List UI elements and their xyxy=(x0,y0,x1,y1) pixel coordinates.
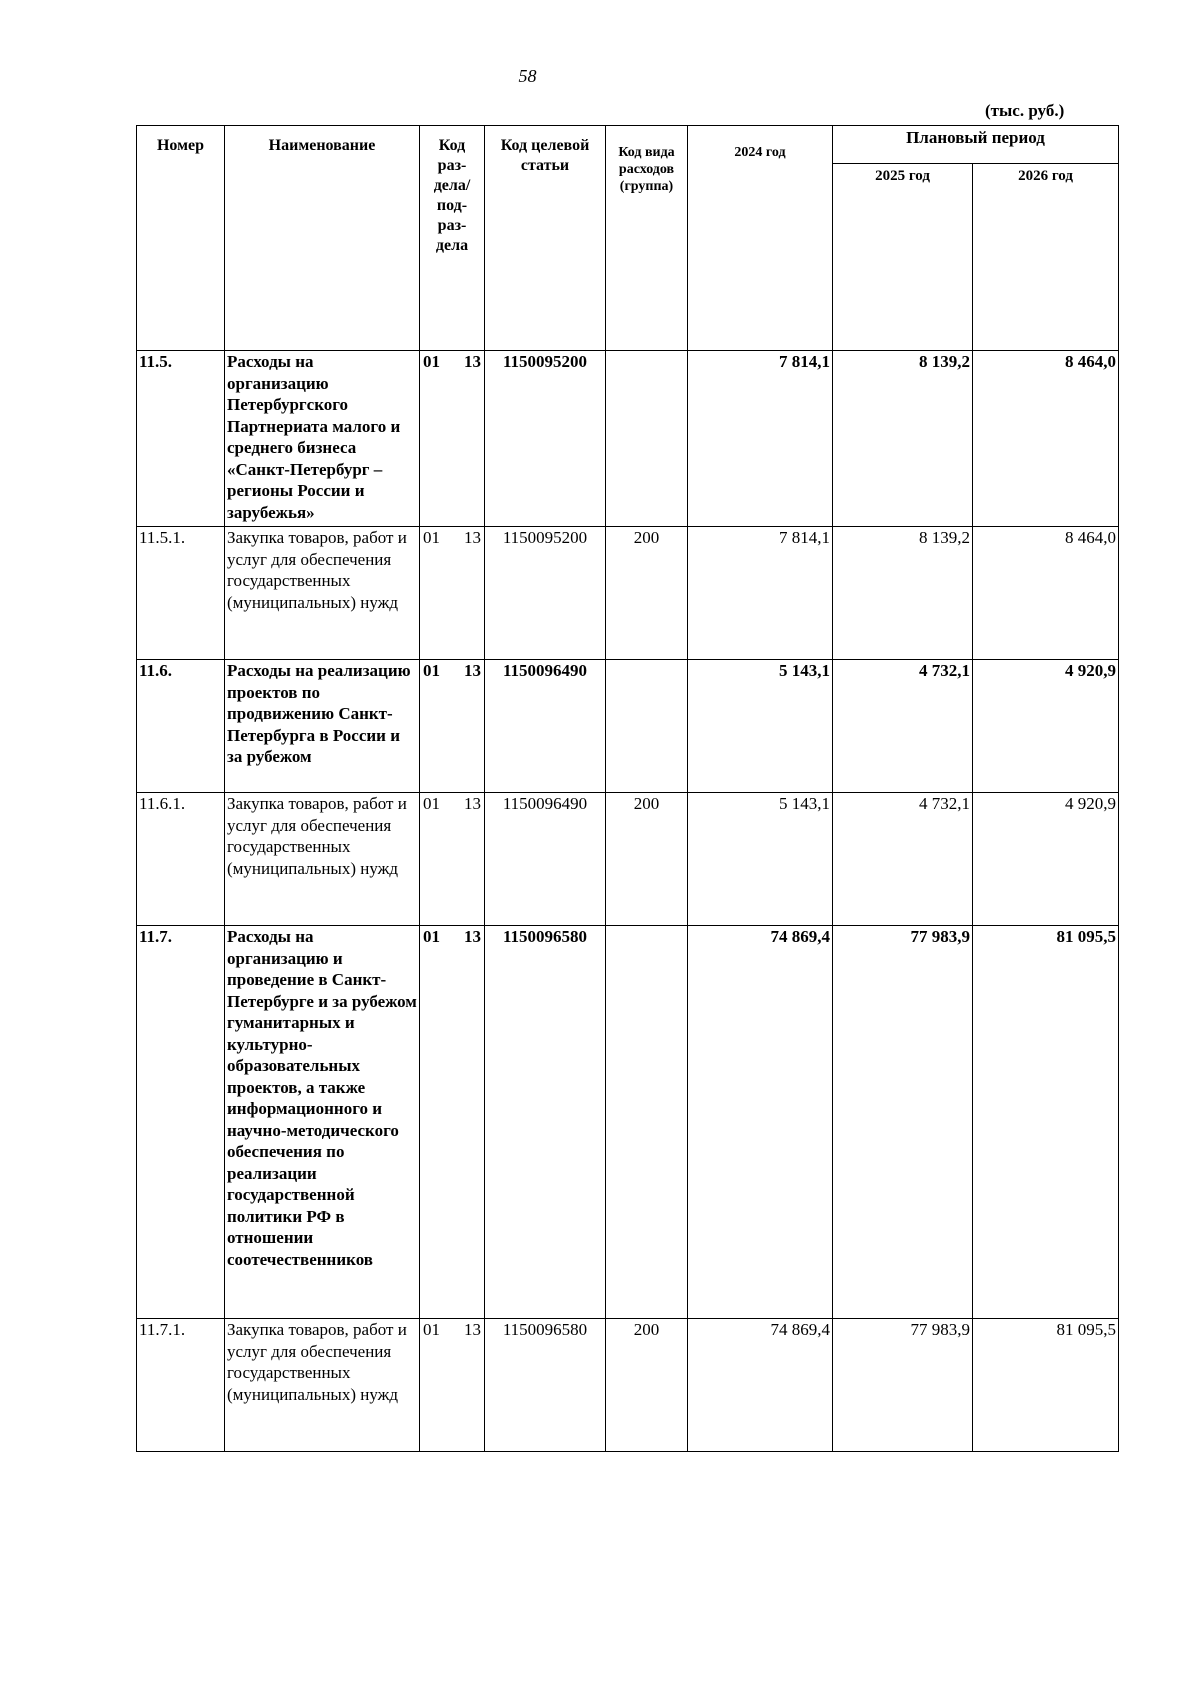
row-section-code xyxy=(420,1319,485,1452)
section-code: 01 xyxy=(423,927,440,946)
row-number: 11.7. xyxy=(137,926,225,1319)
table-body xyxy=(137,351,1119,1452)
row-value-2026: 8 464,0 xyxy=(973,351,1119,527)
row-name: Расходы на реализацию проектов по продвижению Санкт-Петербурга в России и за рубежом xyxy=(225,660,420,793)
row-value-2026: 4 920,9 xyxy=(973,793,1119,926)
table-row xyxy=(137,1319,1119,1452)
row-value-2024: 7 814,1 xyxy=(688,527,833,660)
table-row xyxy=(137,660,1119,793)
header-section-code: Код раз-дела/ под-раз-дела xyxy=(420,126,485,351)
page-number: 58 xyxy=(518,66,537,86)
row-number: 11.5. xyxy=(137,351,225,527)
row-value-2025: 77 983,9 xyxy=(833,1319,973,1452)
row-section-code xyxy=(420,351,485,527)
header-year-2024: 2024 год xyxy=(688,126,833,351)
subsection-code: 13 xyxy=(464,352,481,371)
section-code: 01 xyxy=(423,528,440,547)
row-section-code xyxy=(420,926,485,1319)
row-value-2026: 81 095,5 xyxy=(973,926,1119,1319)
section-code: 01 xyxy=(423,661,440,680)
row-target-code: 1150095200 xyxy=(485,527,606,660)
subsection-code: 13 xyxy=(464,1320,481,1339)
row-section-code xyxy=(420,793,485,926)
header-year-2026: 2026 год xyxy=(973,164,1119,351)
row-value-2026: 8 464,0 xyxy=(973,527,1119,660)
header-target-code: Код целевой статьи xyxy=(485,126,606,351)
row-number: 11.6.1. xyxy=(137,793,225,926)
header-year-2025: 2025 год xyxy=(833,164,973,351)
section-code: 01 xyxy=(423,794,440,813)
row-expense-type: 200 xyxy=(606,1319,688,1452)
row-target-code: 1150096580 xyxy=(485,1319,606,1452)
row-name: Расходы на организацию и проведение в Санкт-Петербурге и за рубежом гуманитарных и культурно-образовательных проектов, а также информационного и научно-методического обеспечения по реализации государственной политики РФ в отношении соотечественников xyxy=(225,926,420,1319)
row-expense-type xyxy=(606,351,688,527)
row-value-2025: 8 139,2 xyxy=(833,351,973,527)
header-number: Номер xyxy=(137,126,225,351)
row-value-2024: 5 143,1 xyxy=(688,660,833,793)
header-name: Наименование xyxy=(225,126,420,351)
row-value-2024: 74 869,4 xyxy=(688,926,833,1319)
row-section-code xyxy=(420,527,485,660)
table-row xyxy=(137,926,1119,1319)
row-number: 11.5.1. xyxy=(137,527,225,660)
subsection-code: 13 xyxy=(464,528,481,547)
section-code: 01 xyxy=(423,1320,440,1339)
row-name: Закупка товаров, работ и услуг для обеспечения государственных (муниципальных) нужд xyxy=(225,1319,420,1452)
row-expense-type: 200 xyxy=(606,527,688,660)
header-plan-period: Плановый период xyxy=(833,126,1119,164)
row-target-code: 1150096580 xyxy=(485,926,606,1319)
table-header xyxy=(137,126,1119,351)
row-expense-type xyxy=(606,660,688,793)
header-expense-type: Код вида расходов (группа) xyxy=(606,126,688,351)
row-value-2025: 8 139,2 xyxy=(833,527,973,660)
row-target-code: 1150095200 xyxy=(485,351,606,527)
subsection-code: 13 xyxy=(464,927,481,946)
row-value-2025: 77 983,9 xyxy=(833,926,973,1319)
row-name: Закупка товаров, работ и услуг для обеспечения государственных (муниципальных) нужд xyxy=(225,527,420,660)
row-value-2026: 4 920,9 xyxy=(973,660,1119,793)
subsection-code: 13 xyxy=(464,661,481,680)
row-value-2026: 81 095,5 xyxy=(973,1319,1119,1452)
row-name: Закупка товаров, работ и услуг для обеспечения государственных (муниципальных) нужд xyxy=(225,793,420,926)
section-code: 01 xyxy=(423,352,440,371)
row-value-2024: 5 143,1 xyxy=(688,793,833,926)
row-expense-type xyxy=(606,926,688,1319)
row-expense-type: 200 xyxy=(606,793,688,926)
row-value-2024: 7 814,1 xyxy=(688,351,833,527)
row-target-code: 1150096490 xyxy=(485,793,606,926)
row-value-2024: 74 869,4 xyxy=(688,1319,833,1452)
row-number: 11.7.1. xyxy=(137,1319,225,1452)
table-row xyxy=(137,527,1119,660)
row-name: Расходы на организацию Петербургского Партнериата малого и среднего бизнеса «Санкт-Петербург – регионы России и зарубежья» xyxy=(225,351,420,527)
table-row xyxy=(137,351,1119,527)
table-row xyxy=(137,793,1119,926)
row-number: 11.6. xyxy=(137,660,225,793)
units-label: (тыс. руб.) xyxy=(985,101,1065,120)
budget-table xyxy=(136,125,1119,1452)
row-value-2025: 4 732,1 xyxy=(833,660,973,793)
subsection-code: 13 xyxy=(464,794,481,813)
row-value-2025: 4 732,1 xyxy=(833,793,973,926)
row-target-code: 1150096490 xyxy=(485,660,606,793)
row-section-code xyxy=(420,660,485,793)
